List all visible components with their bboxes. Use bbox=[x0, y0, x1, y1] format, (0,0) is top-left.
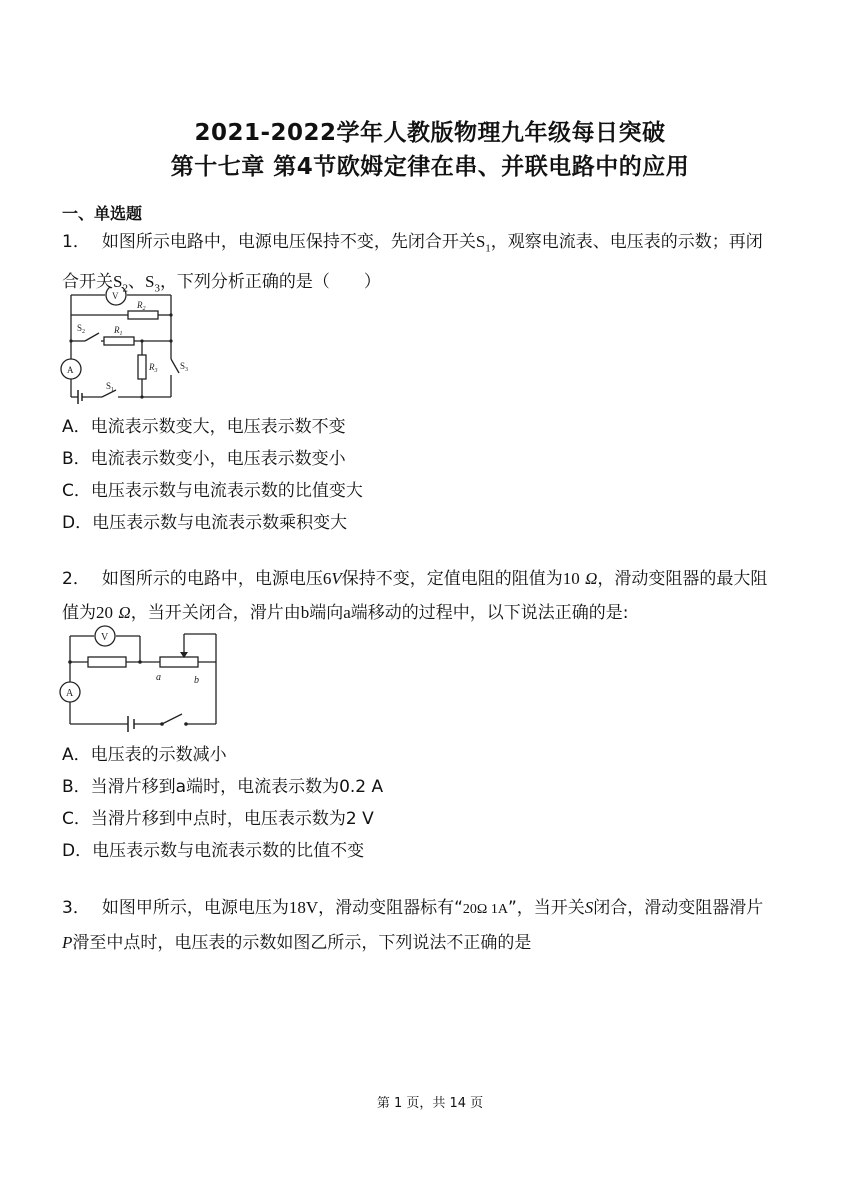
slider-end-a-label: a bbox=[156, 672, 161, 683]
q2-end-b: b bbox=[300, 603, 310, 622]
q1-option-b: B．电流表示数变小，电压表示数变小 bbox=[62, 449, 346, 469]
question-number: 3． bbox=[62, 898, 90, 918]
q3-switch-s: S bbox=[584, 898, 594, 917]
q1-text-c: 合开关 bbox=[62, 272, 113, 293]
q1-option-c: C．电压表示数与电流表示数的比值变大 bbox=[62, 481, 363, 501]
q1-switch-s1: S bbox=[475, 232, 486, 251]
q2-text-a: 如图所示的电路中，电源电压 bbox=[101, 569, 323, 589]
q1-switch-s2: S bbox=[113, 272, 123, 292]
question-2-circuit-diagram bbox=[58, 624, 228, 732]
q2-option-d: D．电压表示数与电流表示数的比值不变 bbox=[62, 841, 365, 861]
question-1-circuit-diagram bbox=[60, 287, 200, 405]
voltmeter-label: V bbox=[101, 632, 109, 643]
q2-option-b: B．当滑片移到a端时，电流表示数为0.2 A bbox=[62, 777, 384, 797]
q2-text-c: ，滑动变阻器的最大阻 bbox=[597, 569, 768, 589]
q1-text-d: ，下列分析正确的是（ ） bbox=[159, 272, 381, 293]
voltmeter-label: V bbox=[112, 291, 119, 301]
q1-option-d: D．电压表示数与电流表示数乘积变大 bbox=[62, 513, 348, 533]
ammeter-label: A bbox=[67, 365, 74, 375]
r2-label: $R_2$ bbox=[137, 300, 146, 312]
q1-separator: 、 bbox=[127, 272, 145, 293]
q2-text-b: 保持不变，定值电阻的阻值为 bbox=[341, 569, 563, 589]
q3-rating: 20Ω 1A bbox=[462, 902, 508, 917]
q1-switch-s1-sub: 1 bbox=[485, 242, 491, 255]
section-heading: 一、单选题 bbox=[62, 204, 143, 223]
ammeter-label: A bbox=[66, 688, 74, 699]
q1-switch-s3-sub: 3 bbox=[154, 282, 160, 295]
s1-label: $S_1$ bbox=[106, 381, 115, 393]
q3-text-b: ，滑动变阻器标有“ bbox=[318, 898, 463, 918]
q2-text-d: 值为 bbox=[62, 603, 96, 623]
q1-switch-s3: S bbox=[144, 272, 155, 292]
s2-label: $S_2$ bbox=[77, 323, 86, 335]
q2-end-a: a bbox=[343, 603, 351, 622]
q2-text-g: 端移动的过程中，以下说法正确的是: bbox=[350, 603, 629, 623]
q3-text-c: ”，当开关 bbox=[507, 898, 585, 918]
title-line-1: 2021-2022学年人教版物理九年级每日突破 bbox=[194, 120, 666, 146]
page-footer: 第 1 页，共 14 页 bbox=[376, 1096, 484, 1111]
q2-max-resistance: 20 bbox=[96, 603, 113, 622]
s3-label: $S_3$ bbox=[180, 361, 189, 373]
q3-text-d: 闭合，滑动变阻器滑片 bbox=[593, 898, 764, 918]
q2-option-a: A．电压表的示数减小 bbox=[62, 745, 227, 765]
q3-slider-p: P bbox=[62, 933, 73, 952]
q2-text-f: 端向 bbox=[309, 603, 344, 623]
q1-option-a: A．电流表示数变大，电压表示数不变 bbox=[62, 417, 346, 437]
q1-text-b: ，观察电流表、电压表的示数；再闭 bbox=[490, 232, 763, 252]
q1-text-a: 如图所示电路中，电源电压保持不变，先闭合开关 bbox=[101, 232, 476, 252]
q2-text-e: ，当开关闭合，滑片由 bbox=[130, 603, 301, 623]
q1-switch-s2-sub: 2 bbox=[122, 282, 128, 295]
q2-ohm-2: Ω bbox=[118, 603, 131, 622]
q2-voltage: 6 bbox=[322, 569, 332, 588]
q3-voltage: 18V bbox=[288, 898, 319, 917]
question-number: 1． bbox=[62, 232, 90, 252]
title-line-2: 第十七章 第4节欧姆定律在串、并联电路中的应用 bbox=[170, 154, 690, 180]
r1-label: $R_1$ bbox=[114, 325, 123, 337]
q2-option-c: C．当滑片移到中点时，电压表示数为2 V bbox=[62, 809, 374, 829]
question-3-text bbox=[62, 891, 838, 960]
q2-ohm: Ω bbox=[585, 569, 598, 588]
q3-text-a: 如图甲所示，电源电压为 bbox=[101, 898, 289, 918]
q2-resistance: 10 bbox=[562, 569, 580, 588]
q3-text-e: 滑至中点时，电压表的示数如图乙所示，下列说法不正确的是 bbox=[72, 933, 532, 953]
slider-end-b-label: b bbox=[194, 675, 199, 686]
question-2-text bbox=[62, 562, 838, 630]
question-number: 2． bbox=[62, 569, 90, 589]
r3-label: $R_3$ bbox=[149, 362, 158, 374]
q2-voltage-unit: V bbox=[331, 569, 342, 588]
